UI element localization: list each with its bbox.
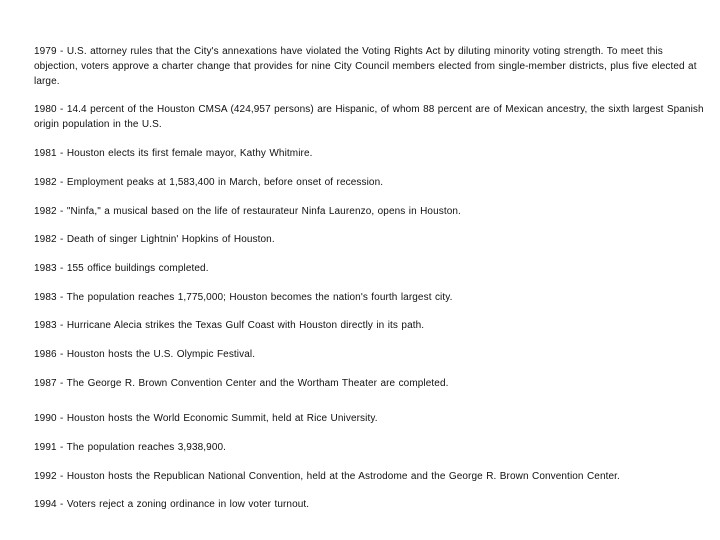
entry-text: Death of singer Lightnin' Hopkins of Houston. [66,234,275,245]
timeline-entry-1982-ninfa [34,204,710,219]
entry-separator: - [56,471,67,482]
entry-text: Hurricane Alecia strikes the Texas Gulf Coast with Houston directly in its path. [66,320,425,331]
entry-text: The population reaches 1,775,000; Houston becomes the nation's fourth largest city. [66,292,453,303]
entry-separator: - [56,442,67,453]
timeline-entry-1987 [34,376,710,391]
timeline-entry-1982-employment [34,175,710,190]
entry-text: U.S. attorney rules that the City's annexations have violated the Voting Rights Act by diluting minority voting strength. To meet this objection, voters approve a charter change that provides for nine City Council members elected from single-member districts, plus five elected at large. [34,46,697,87]
entry-separator: - [56,292,67,303]
timeline-entry-1983-population [34,290,710,305]
timeline-entry-1983-offices [34,261,710,276]
entry-year: 1980 [34,104,57,115]
entry-year: 1982 [34,177,57,188]
entry-text: "Ninfa," a musical based on the life of restaurateur Ninfa Laurenzo, opens in Houston. [66,206,461,217]
timeline-entry-1992 [34,469,710,484]
entry-year: 1981 [34,148,57,159]
timeline-entry-1990 [34,411,710,426]
timeline-entry-1981 [34,146,710,161]
entry-text: Houston elects its first female mayor, Kathy Whitmire. [66,148,313,159]
entry-separator: - [56,499,67,510]
timeline-entry-1986 [34,347,710,362]
timeline-entry-1979 [34,44,710,89]
timeline-entry-1991 [34,440,710,455]
timeline-entry-1982-hopkins [34,232,710,247]
entry-year: 1982 [34,234,57,245]
entry-year: 1987 [34,378,57,389]
entry-year: 1982 [34,206,57,217]
entry-separator: - [56,413,67,424]
entry-year: 1994 [34,499,57,510]
entry-text: Houston hosts the Republican National Convention, held at the Astrodome and the George R. Brown Convention Center. [66,471,620,482]
timeline-entry-1994 [34,497,710,512]
entry-text: Employment peaks at 1,583,400 in March, before onset of recession. [66,177,384,188]
entry-text: The George R. Brown Convention Center and the Wortham Theater are completed. [66,378,449,389]
entry-separator: - [56,104,67,115]
entry-year: 1991 [34,442,57,453]
entry-year: 1983 [34,263,57,274]
entry-year: 1992 [34,471,57,482]
entry-text: The population reaches 3,938,900. [66,442,227,453]
entry-separator: - [56,349,67,360]
entry-year: 1986 [34,349,57,360]
entry-text: Houston hosts the U.S. Olympic Festival. [66,349,256,360]
entry-separator: - [56,263,67,274]
timeline-entry-1983-hurricane [34,318,710,333]
entry-text: 14.4 percent of the Houston CMSA (424,957 persons) are Hispanic, of whom 88 percent are of Mexican ancestry, the sixth largest Spanish origin population in the U.S. [34,104,704,130]
timeline-entry-1980 [34,102,710,132]
entry-separator: - [56,378,67,389]
entry-text: 155 office buildings completed. [66,263,209,274]
entry-text: Houston hosts the World Economic Summit, held at Rice University. [66,413,378,424]
entry-separator: - [56,206,67,217]
entry-separator: - [56,320,67,331]
entry-separator: - [56,46,67,57]
entry-text: Voters reject a zoning ordinance in low voter turnout. [66,499,310,510]
entry-separator: - [56,148,67,159]
entry-year: 1979 [34,46,57,57]
entry-year: 1983 [34,292,57,303]
entry-year: 1983 [34,320,57,331]
entry-separator: - [56,177,67,188]
entry-separator: - [56,234,67,245]
entry-year: 1990 [34,413,57,424]
